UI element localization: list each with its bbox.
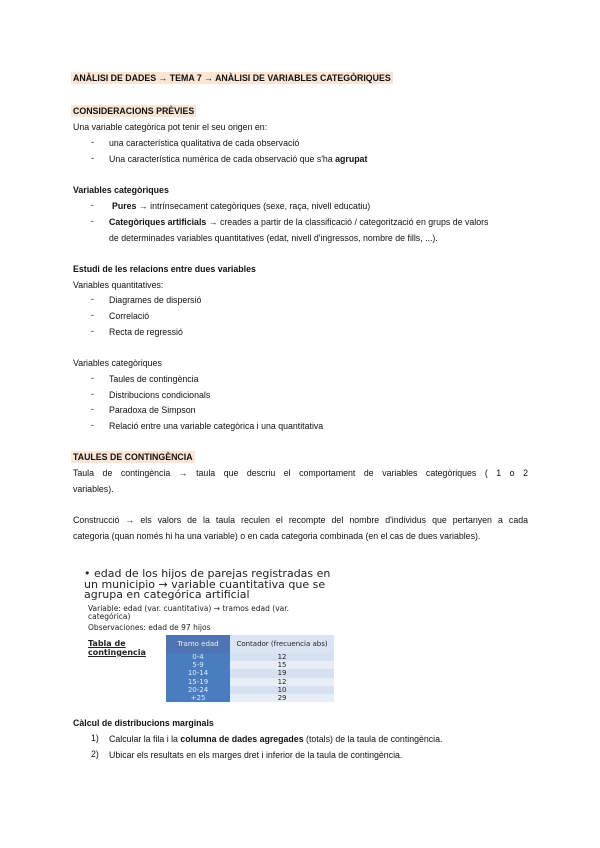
slide-table-label: Tabla de contingencia <box>88 639 146 657</box>
taules-definition-line1: Taula de contingència → taula que descriu el comportament de variables categòriques ( 1 o 2 <box>73 468 528 478</box>
list-item: Una característica numèrica de cada observació que s'ha agrupat <box>109 154 368 164</box>
step-number: 2) <box>91 749 99 759</box>
page-title: ANÀLISI DE DADES → TEMA 7 → ANÀLISI DE VARIABLES CATEGÒRIQUES <box>73 73 391 83</box>
table-row: +25 29 <box>166 694 334 702</box>
list-item: Diagrames de dispersió <box>109 295 202 305</box>
consideracions-intro: Una variable categòrica pot tenir el seu origen en: <box>73 122 268 132</box>
taules-construccio-line1: Construcció → els valors de la taula reculen el recompte del nombre d'individus que pertanyen a cada <box>73 515 528 525</box>
contingency-table <box>166 635 334 702</box>
table-row: 15-19 12 <box>166 678 334 686</box>
slide-variable-line2: categórica) <box>88 612 131 621</box>
bullet-dash: - <box>91 389 94 399</box>
bullet-dash: - <box>91 294 94 304</box>
step-number: 1) <box>91 733 99 743</box>
slide-bullet: • edad de los hijos de parejas registradas en un municipio → variable cuantitativa que se agrupa en categórica artificial <box>84 567 331 601</box>
list-item: Taules de contingència <box>109 374 199 384</box>
list-item: Paradoxa de Simpson <box>109 405 196 415</box>
bullet-dash: - <box>91 216 94 226</box>
slide-observaciones: Observaciones: edad de 97 hijos <box>88 623 211 632</box>
col-header-tramo: Tramo edad <box>166 635 230 653</box>
table-row: 20-24 10 <box>166 686 334 694</box>
list-item-artificials: Categòriques artificials → creades a partir de la classificació / categorització en grups de valors <box>109 217 489 227</box>
list-item: Recta de regressió <box>109 327 183 337</box>
subheading-variables-categoriques: Variables categòriques <box>73 185 169 195</box>
list-item-artificials-cont: de determinades variables quantitatives (edat, nivell d'ingressos, nombre de fills, ...). <box>109 233 438 243</box>
categoriques-label: Variables categòriques <box>73 358 162 368</box>
taules-construccio-line2: categoria (quan només hi ha una variable) o en cada categoria combinada (en el cas de dues variables). <box>73 531 481 541</box>
embedded-slide-image <box>84 569 334 709</box>
step-1: Calcular la fila i la columna de dades agregades (totals) de la taula de contingència. <box>109 734 443 744</box>
bullet-dash: - <box>91 420 94 430</box>
bullet-dash: - <box>91 153 94 163</box>
step-2: Ubicar els resultats en els marges dret i inferior de la taula de contingència. <box>109 750 403 760</box>
bullet-dash: - <box>91 373 94 383</box>
bullet-dash: - <box>91 200 94 210</box>
taules-definition-line2: variables). <box>73 484 114 494</box>
list-item-pures: Pures → intrínsecament categòriques (sexe, raça, nivell educatiu) <box>112 201 371 211</box>
slide-variable-line1: Variable: edad (var. cuantitativa) → tramos edad (var. <box>88 604 290 613</box>
section-heading-consideracions: CONSIDERACIONS PRÈVIES <box>73 106 195 116</box>
list-item: Correlació <box>109 311 150 321</box>
section-heading-taules: TAULES DE CONTINGÈNCIA <box>73 452 193 462</box>
list-item: Relació entre una variable categòrica i una quantitativa <box>109 421 324 431</box>
col-header-contador: Contador (frecuencia abs) <box>230 635 334 653</box>
list-item: una característica qualitativa de cada observació <box>109 138 300 148</box>
bullet-dash: - <box>91 404 94 414</box>
bullet-dash: - <box>91 310 94 320</box>
subheading-estudi: Estudi de les relacions entre dues variables <box>73 264 256 274</box>
list-item: Distribucions condicionals <box>109 390 211 400</box>
table-row: 10-14 19 <box>166 669 334 677</box>
table-row: 5-9 15 <box>166 661 334 669</box>
quantitatives-label: Variables quantitatives: <box>73 280 164 290</box>
bullet-dash: - <box>91 326 94 336</box>
subheading-marginals: Càlcul de distribucions marginals <box>73 718 214 728</box>
table-row: 0-4 12 <box>166 653 334 661</box>
table-header-row <box>166 635 334 653</box>
bullet-dash: - <box>91 137 94 147</box>
